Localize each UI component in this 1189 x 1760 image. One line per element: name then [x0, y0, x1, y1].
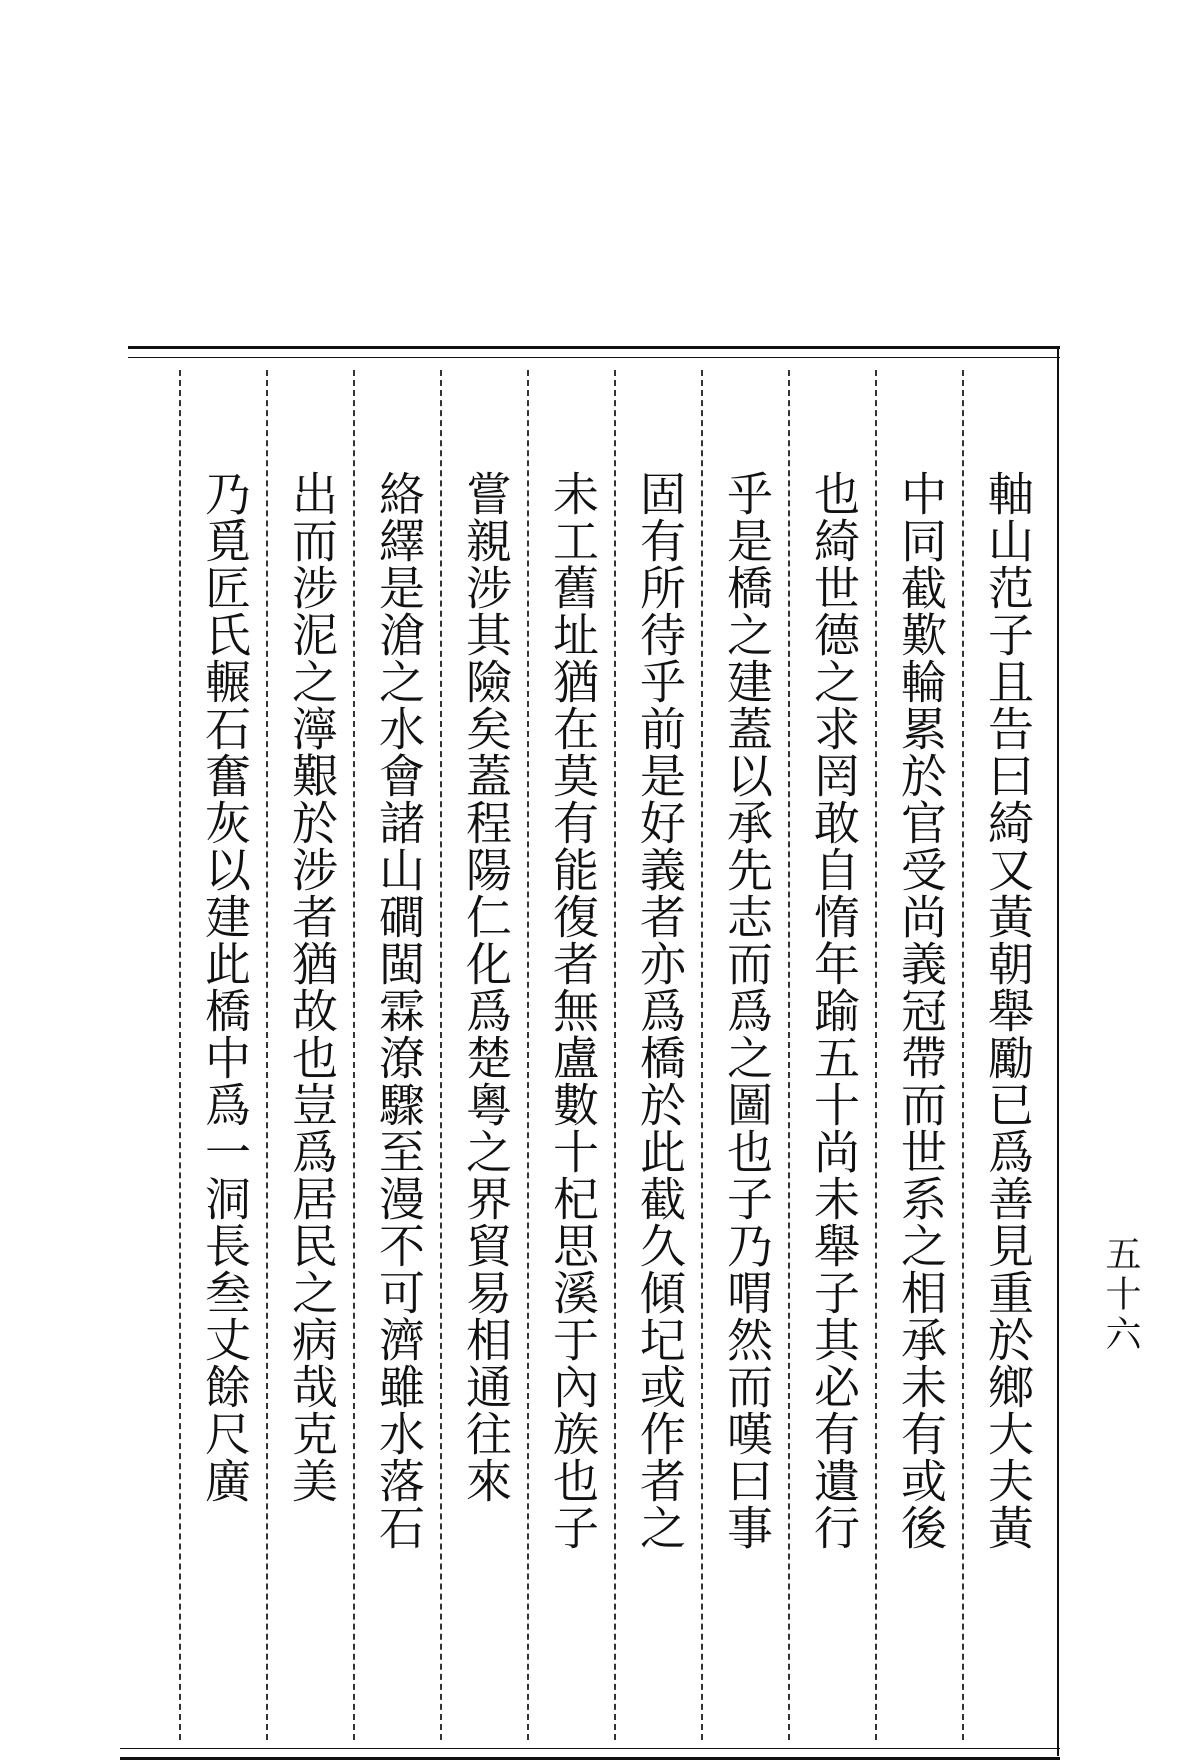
page-number: 五十六 [1100, 1235, 1141, 1355]
column-separator [614, 370, 616, 1740]
top-border-rule [128, 346, 1060, 358]
right-border-rule [1057, 346, 1059, 1756]
column-separator [875, 370, 877, 1740]
column-separator [701, 370, 703, 1740]
text-column-10: 乃覓匠氏輾石奮灰以建此橋中爲一洞長叁丈餘尺廣 [198, 470, 252, 1504]
text-column-7: 嘗親涉其險矣蓋程陽仁化爲楚粵之界貿易相通往來 [459, 470, 513, 1504]
text-column-1: 軸山范子且告曰綺又黃朝舉勵已爲善見重於鄉大夫黃 [981, 470, 1035, 1551]
text-column-9: 出而涉泥之濘艱於涉者猶故也豈爲居民之病哉克美 [285, 470, 339, 1504]
text-column-6: 未工舊址猶在莫有能復者無盧數十杞思溪于內族也子 [546, 470, 600, 1551]
column-separator [266, 370, 268, 1740]
column-separator [527, 370, 529, 1740]
text-column-4: 乎是橋之建蓋以承先志而爲之圖也子乃喟然而嘆曰事 [720, 470, 774, 1551]
column-separator [440, 370, 442, 1740]
column-separator [962, 370, 964, 1740]
column-separator [353, 370, 355, 1740]
text-column-3: 也綺世德之求罔敢自惰年踰五十尚未舉子其必有遺行 [807, 470, 861, 1551]
bottom-border-rule [120, 1748, 1060, 1760]
text-column-8: 絡繹是滄之水會諸山磵閩霖潦驟至漫不可濟雖水落石 [372, 470, 426, 1551]
text-column-2: 中同截歎輪累於官受尚義冠帶而世系之相承未有或後 [894, 470, 948, 1551]
column-separator [788, 370, 790, 1740]
text-column-5: 固有所待乎前是好義者亦爲橋於此截久傾圮或作者之 [633, 470, 687, 1551]
column-separator [179, 370, 181, 1740]
